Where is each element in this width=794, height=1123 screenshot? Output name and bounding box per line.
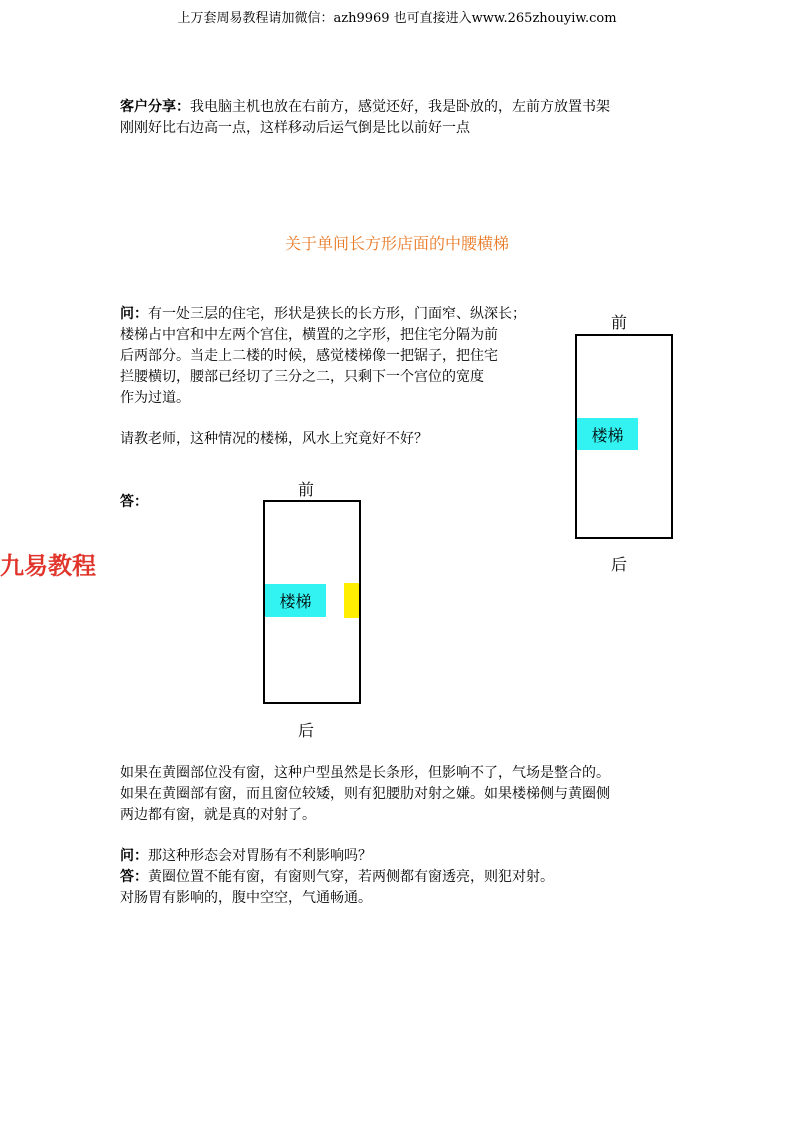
question-2-label: 问： [120, 848, 148, 864]
share-line-1: 我电脑主机也放在右前方，感觉还好，我是卧放的，左前方放置书架 [190, 99, 610, 115]
left-diagram-window-marker [344, 583, 359, 618]
right-diagram-stair: 楼梯 [577, 418, 638, 450]
header-notice: 上万套周易教程请加微信：azh9969 也可直接进入www.265zhouyiw.com [177, 11, 617, 26]
question-1-line-3: 后两部分。当走上二楼的时候，感觉楼梯像一把锯子，把住宅 [120, 348, 498, 364]
answer-body-block [120, 763, 610, 826]
right-diagram-front-label: 前 [611, 313, 628, 332]
question-1-label: 问： [120, 306, 148, 322]
question-1-ask: 请教老师，这种情况的楼梯，风水上究竟好不好？ [120, 431, 428, 447]
left-diagram-front-label: 前 [298, 480, 315, 499]
share-line-2: 刚刚好比右边高一点，这样移动后运气倒是比以前好一点 [120, 120, 470, 136]
left-diagram-back-label: 后 [298, 721, 315, 740]
left-diagram-stair: 楼梯 [265, 584, 326, 617]
right-diagram-back-label: 后 [611, 555, 628, 574]
qa-2-block [120, 846, 554, 909]
answer-1-label: 答： [120, 494, 148, 510]
question-1-line-1: 有一处三层的住宅，形状是狭长的长方形，门面窄、纵深长； [148, 306, 526, 322]
answer-2-label: 答： [120, 869, 148, 885]
section-title: 关于单间长方形店面的中腰横梯 [284, 234, 509, 253]
question-1-line-2: 楼梯占中宫和中左两个宫住，横置的之字形，把住宅分隔为前 [120, 327, 498, 343]
share-label: 客户分享： [120, 99, 190, 115]
answer-body-line-3: 两边都有窗，就是真的对射了。 [120, 807, 316, 823]
question-2-text: 那这种形态会对胃肠有不利影响吗？ [148, 848, 372, 864]
question-1-line-5: 作为过道。 [120, 390, 190, 406]
customer-share-block [120, 97, 610, 139]
answer-body-line-1: 如果在黄圈部位没有窗，这种户型虽然是长条形，但影响不了，气场是整合的。 [120, 765, 610, 781]
question-1-line-4: 拦腰横切，腰部已经切了三分之二，只剩下一个宫位的宽度 [120, 369, 484, 385]
answer-2-line-2: 对肠胃有影响的，腹中空空，气通畅通。 [120, 890, 372, 906]
watermark-logo: 九易教程 [0, 552, 96, 580]
answer-2-text: 黄圈位置不能有窗，有窗则气穿，若两侧都有窗透亮，则犯对射。 [148, 869, 554, 885]
answer-body-line-2: 如果在黄圈部有窗，而且窗位较矮，则有犯腰肋对射之嫌。如果楼梯侧与黄圈侧 [120, 786, 610, 802]
question-1-block [120, 304, 526, 409]
